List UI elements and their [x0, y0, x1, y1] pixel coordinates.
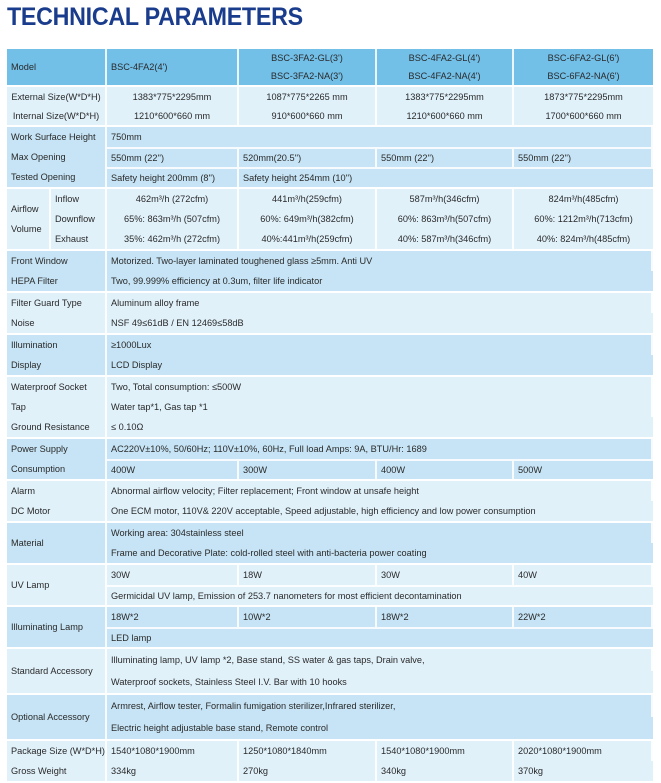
model-name: BSC-3FA2-NA(3'): [270, 71, 344, 81]
standard-accessory-line-1: Illuminating lamp, UV lamp *2, Base stand, SS water & gas taps, Drain valve,: [107, 649, 653, 671]
ground-resistance-value: ≤ 0.10Ω: [111, 422, 144, 432]
filter-guard-value: Aluminum alloy frame: [107, 293, 653, 313]
consumption-value: 400W: [377, 459, 514, 479]
model-name: BSC-6FA2-NA(6'): [547, 71, 620, 81]
opening-band: [7, 127, 653, 187]
size-col-1: [107, 87, 239, 125]
illumination-display-band: [7, 335, 653, 375]
external-size-label: External Size(W*D*H): [11, 91, 101, 102]
dc-motor-value: One ECM motor, 110V& 220V acceptable, Speed adjustable, high efficiency and low power consumption: [111, 506, 536, 516]
external-size-value: 1383*775*2295mm: [405, 91, 484, 102]
material-line-2: Frame and Decorative Plate: cold-rolled steel with anti-bacteria power coating: [111, 548, 427, 558]
internal-size-value: 910*600*660 mm: [271, 110, 343, 121]
inflow-value: 462m³/h (272cfm): [135, 194, 209, 204]
size-col-2: [239, 87, 377, 125]
model-col-1: [107, 49, 239, 85]
optional-accessory-band: [7, 695, 653, 739]
model-name: BSC-4FA2-NA(4'): [408, 71, 481, 81]
model-name: BSC-4FA2(4'): [111, 62, 168, 72]
package-size-value: 2020*1080*1900mm: [514, 741, 653, 761]
illuminating-lamp-note: LED lamp: [107, 627, 653, 647]
inflow-value: 587m³/h(346cfm): [409, 194, 480, 204]
external-size-value: 1087*775*2265 mm: [266, 91, 348, 102]
material-line-1: Working area: 304stainless steel: [107, 523, 653, 543]
gross-weight-value: 334kg: [107, 761, 239, 781]
gross-weight-value: 270kg: [239, 761, 377, 781]
max-opening-value: 520mm(20.5''): [239, 147, 377, 167]
hepa-filter-label: HEPA Filter: [7, 271, 107, 291]
illuminating-lamp-label: Illuminating Lamp: [7, 607, 107, 647]
model-name: BSC-6FA2-GL(6'): [547, 53, 620, 63]
consumption-value: 400W: [107, 459, 239, 479]
guard-noise-band: [7, 293, 653, 333]
standard-accessory-band: [7, 649, 653, 693]
airflow-col-2: [239, 189, 377, 249]
exhaust-value: 40%: 587m³/h(346cfm): [397, 234, 492, 244]
illumination-value: ≥1000Lux: [107, 335, 653, 355]
size-col-4: [514, 87, 653, 125]
work-surface-value: 750mm: [107, 127, 653, 147]
uv-lamp-value: 30W: [377, 565, 514, 585]
max-opening-value: 550mm (22''): [514, 147, 653, 167]
uv-lamp-band: [7, 565, 653, 605]
airflow-col-4: [514, 189, 653, 249]
size-band: [7, 87, 653, 125]
alarm-value: Abnormal airflow velocity; Filter replacement; Front window at unsafe height: [107, 481, 653, 501]
uv-lamp-value: 40W: [514, 565, 653, 585]
airflow-band: [7, 189, 653, 249]
power-supply-label: Power Supply: [7, 439, 107, 459]
uv-lamp-note: Germicidal UV lamp, Emission of 253.7 nanometers for most efficient decontamination: [107, 585, 653, 605]
alarm-label: Alarm: [7, 481, 107, 501]
uv-lamp-label: UV Lamp: [7, 565, 107, 605]
model-header-row: [7, 49, 653, 85]
inflow-label: Inflow: [55, 194, 80, 204]
downflow-value: 60%: 1212m³/h(713cfm): [534, 214, 633, 224]
work-surface-label: Work Surface Height: [7, 127, 107, 147]
technical-parameters-table: [7, 49, 653, 783]
package-size-value: 1250*1080*1840mm: [239, 741, 377, 761]
ground-resistance-label: Ground Resistance: [7, 417, 107, 437]
airflow-label-text: Airflow: [11, 204, 39, 214]
internal-size-value: 1210*600*660 mm: [406, 110, 483, 121]
material-label: Material: [7, 523, 107, 563]
display-label: Display: [7, 355, 107, 375]
consumption-value: 500W: [514, 459, 653, 479]
airflow-col-1: [107, 189, 239, 249]
airflow-volume-label: [7, 189, 51, 249]
optional-accessory-label: Optional Accessory: [7, 695, 107, 739]
uv-lamp-value: 30W: [107, 565, 239, 585]
model-label: Model: [7, 49, 107, 85]
front-window-label: Front Window: [7, 251, 107, 271]
waterproof-socket-label: Waterproof Socket: [7, 377, 107, 397]
package-band: [7, 741, 653, 781]
illuminating-lamp-value: 18W*2: [107, 607, 239, 627]
internal-size-value: 1700*600*660 mm: [545, 110, 622, 121]
illuminating-lamp-band: [7, 607, 653, 647]
max-opening-label: Max Opening: [7, 147, 107, 167]
model-col-4: [514, 49, 653, 85]
tested-opening-value: Safety height 254mm (10''): [239, 167, 653, 187]
package-size-label: Package Size (W*D*H): [7, 741, 107, 761]
tested-opening-label: Tested Opening: [7, 167, 107, 187]
uv-lamp-value: 18W: [239, 565, 377, 585]
display-value: LCD Display: [111, 360, 163, 370]
size-col-3: [377, 87, 514, 125]
optional-accessory-line-1: Armrest, Airflow tester, Formalin fumigation sterilizer,Infrared sterilizer,: [107, 695, 653, 717]
downflow-value: 60%: 649m³/h(382cfm): [260, 214, 354, 224]
consumption-label: Consumption: [7, 459, 107, 479]
package-size-value: 1540*1080*1900mm: [107, 741, 239, 761]
internal-size-label: Internal Size(W*D*H): [12, 110, 100, 121]
noise-label: Noise: [7, 313, 107, 333]
downflow-label: Downflow: [55, 214, 95, 224]
model-col-3: [377, 49, 514, 85]
window-filter-band: [7, 251, 653, 291]
hepa-filter-value: Two, 99.999% efficiency at 0.3um, filter life indicator: [111, 276, 323, 286]
package-size-value: 1540*1080*1900mm: [377, 741, 514, 761]
gross-weight-value: 370kg: [518, 766, 544, 776]
power-band: [7, 439, 653, 479]
illumination-label: Illumination: [7, 335, 107, 355]
illuminating-lamp-value: 10W*2: [239, 607, 377, 627]
tap-label: Tap: [7, 397, 107, 417]
gross-weight-value: 340kg: [377, 761, 514, 781]
utilities-band: [7, 377, 653, 437]
optional-accessory-line-2: Electric height adjustable base stand, Remote control: [111, 723, 329, 733]
illuminating-lamp-value: 18W*2: [377, 607, 514, 627]
exhaust-value: 35%: 462m³/h (272cfm): [124, 234, 220, 244]
model-name: BSC-3FA2-GL(3'): [271, 53, 343, 63]
inflow-value: 441m³/h(259cfm): [272, 194, 342, 204]
illuminating-lamp-value: 22W*2: [514, 607, 653, 627]
alarm-motor-band: [7, 481, 653, 521]
airflow-labels: [7, 189, 107, 249]
tap-value: Water tap*1, Gas tap *1: [107, 397, 653, 417]
internal-size-value: 1210*600*660 mm: [133, 110, 211, 121]
dc-motor-label: DC Motor: [7, 501, 107, 521]
filter-guard-label: Filter Guard Type: [7, 293, 107, 313]
material-band: [7, 523, 653, 563]
model-col-2: [239, 49, 377, 85]
page-title: TECHNICAL PARAMETERS: [7, 3, 303, 31]
tested-opening-value: Safety height 200mm (8''): [107, 167, 239, 187]
external-size-value: 1383*775*2295mm: [132, 91, 212, 102]
standard-accessory-line-2: Waterproof sockets, Stainless Steel I.V. Bar with 10 hooks: [111, 677, 347, 687]
exhaust-value: 40%:441m³/h(259cfm): [261, 234, 353, 244]
front-window-value: Motorized. Two-layer laminated toughened glass ≥5mm. Anti UV: [107, 251, 653, 271]
max-opening-value: 550mm (22''): [107, 147, 239, 167]
airflow-sub-labels: [51, 189, 107, 249]
consumption-value: 300W: [239, 459, 377, 479]
downflow-value: 65%: 863m³/h (507cfm): [124, 214, 220, 224]
noise-value: NSF 49≤61dB / EN 12469≤58dB: [111, 318, 244, 328]
inflow-value: 824m³/h(485cfm): [548, 194, 619, 204]
standard-accessory-label: Standard Accessory: [7, 649, 107, 693]
volume-label-text: Volume: [11, 224, 42, 234]
power-supply-value: AC220V±10%, 50/60Hz; 110V±10%, 60Hz, Full load Amps: 9A, BTU/Hr: 1689: [107, 439, 653, 459]
external-size-value: 1873*775*2295mm: [544, 91, 623, 102]
gross-weight-label: Gross Weight: [7, 761, 107, 781]
downflow-value: 60%: 863m³/h(507cfm): [397, 214, 492, 224]
size-labels: [7, 87, 107, 125]
max-opening-value: 550mm (22''): [377, 147, 514, 167]
exhaust-label: Exhaust: [55, 234, 89, 244]
airflow-col-3: [377, 189, 514, 249]
exhaust-value: 40%: 824m³/h(485cfm): [536, 234, 631, 244]
waterproof-socket-value: Two, Total consumption: ≤500W: [107, 377, 653, 397]
model-name: BSC-4FA2-GL(4'): [408, 53, 481, 63]
